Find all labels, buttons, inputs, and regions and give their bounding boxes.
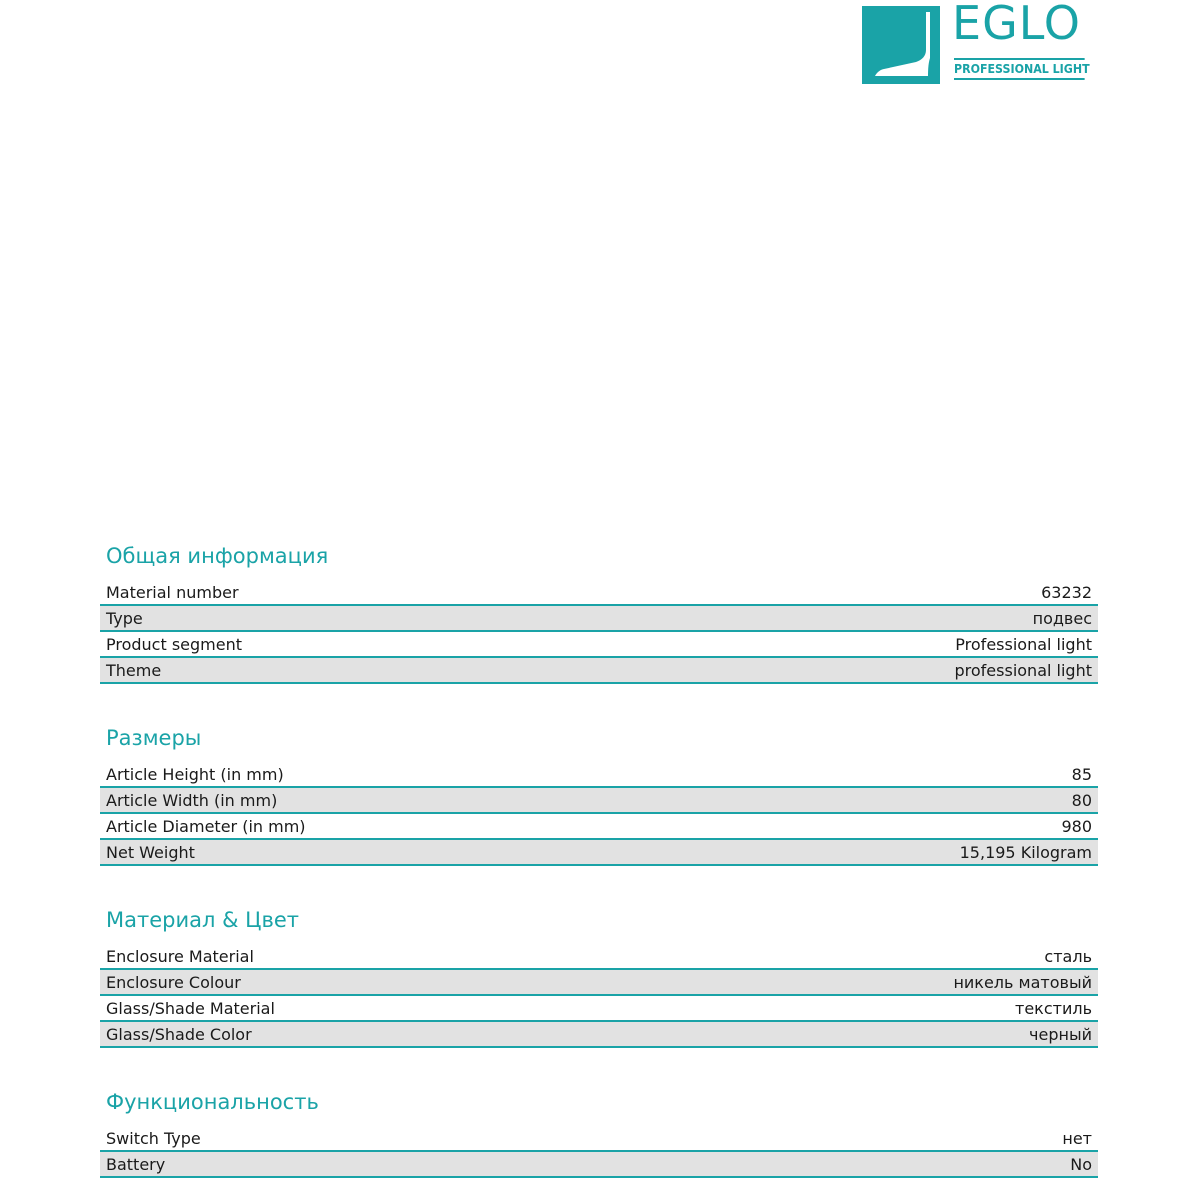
section-dimensions — [100, 722, 1098, 866]
row-label: Glass/Shade Color — [106, 1024, 252, 1044]
table-row — [100, 658, 1098, 684]
section-general — [100, 540, 1098, 684]
section-title: Функциональность — [106, 1090, 319, 1114]
table-row — [100, 996, 1098, 1022]
brand-name: EGLO — [952, 0, 1081, 50]
table-row — [100, 970, 1098, 996]
table-row — [100, 840, 1098, 866]
table-row — [100, 1126, 1098, 1152]
row-label: Article Diameter (in mm) — [106, 816, 306, 836]
table-row — [100, 606, 1098, 632]
table-row — [100, 1152, 1098, 1178]
row-label: Enclosure Material — [106, 946, 254, 966]
row-value: No — [1070, 1154, 1092, 1174]
row-value: 80 — [1071, 790, 1092, 810]
row-label: Product segment — [106, 634, 243, 654]
table-row — [100, 814, 1098, 840]
row-value: текстиль — [1015, 998, 1092, 1018]
row-label: Article Height (in mm) — [106, 764, 284, 784]
lamp-logo-icon — [862, 6, 940, 84]
table-row — [100, 762, 1098, 788]
table-row — [100, 580, 1098, 606]
row-label: Material number — [106, 582, 239, 602]
row-label: Article Width (in mm) — [106, 790, 278, 810]
row-label: Net Weight — [106, 842, 195, 862]
section-functionality — [100, 1086, 1098, 1178]
table-row — [100, 632, 1098, 658]
table-row — [100, 788, 1098, 814]
row-value: 63232 — [1041, 582, 1092, 602]
row-label: Battery — [106, 1154, 166, 1174]
section-title: Материал & Цвет — [106, 908, 299, 932]
row-value: 980 — [1061, 816, 1092, 836]
row-value: сталь — [1044, 946, 1092, 966]
row-value: professional light — [954, 660, 1092, 680]
row-label: Type — [106, 608, 143, 628]
row-label: Glass/Shade Material — [106, 998, 275, 1018]
table-row — [100, 944, 1098, 970]
row-label: Theme — [106, 660, 162, 680]
row-value: подвес — [1032, 608, 1092, 628]
section-material-color — [100, 904, 1098, 1048]
row-value: 15,195 Kilogram — [959, 842, 1092, 862]
row-value: Professional light — [955, 634, 1092, 654]
row-value: черный — [1029, 1024, 1092, 1044]
row-label: Switch Type — [106, 1128, 201, 1148]
row-value: никель матовый — [953, 972, 1092, 992]
row-label: Enclosure Colour — [106, 972, 241, 992]
row-value: 85 — [1071, 764, 1092, 784]
table-row — [100, 1022, 1098, 1048]
brand-tagline: PROFESSIONAL LIGHT — [954, 58, 1085, 80]
eglo-logo — [862, 0, 1098, 84]
section-title: Общая информация — [106, 544, 329, 568]
section-title: Размеры — [106, 726, 202, 750]
row-value: нет — [1062, 1128, 1092, 1148]
spec-sections — [100, 540, 1098, 1200]
